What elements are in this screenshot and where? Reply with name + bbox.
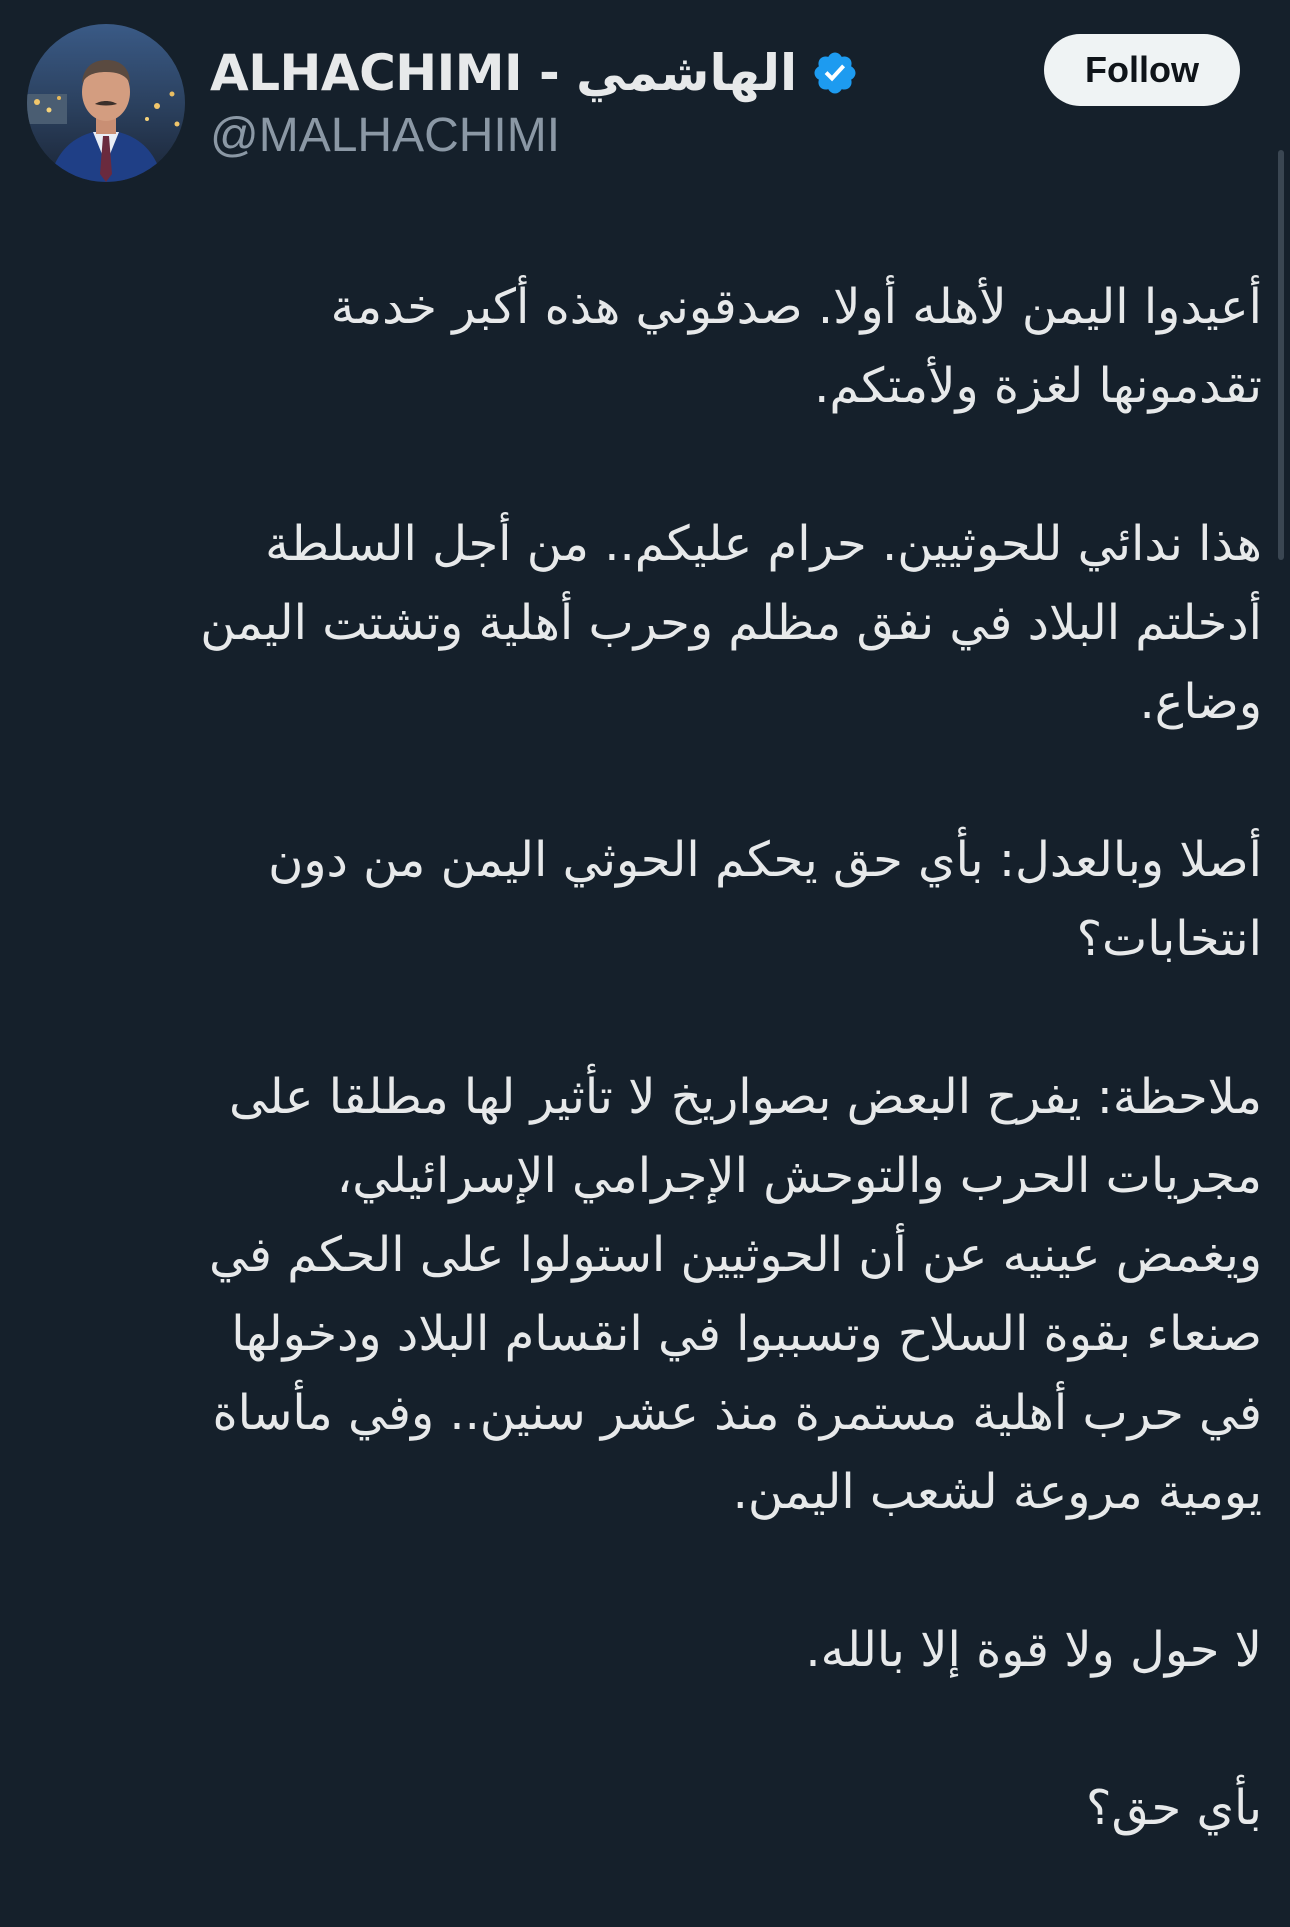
avatar-image: [27, 24, 185, 182]
tweet-paragraph: [30, 1611, 1262, 1690]
tweet-line: وضاع.: [1139, 674, 1262, 730]
tweet-line: في حرب أهلية مستمرة منذ عشر سنين.. وفي مأساة: [212, 1385, 1262, 1441]
tweet-header: [0, 0, 1290, 200]
name-row: [210, 38, 859, 108]
user-handle[interactable]: @MALHACHIMI: [210, 109, 561, 162]
tweet-line: صنعاء بقوة السلاح وتسببوا في انقسام البلاد ودخولها: [231, 1306, 1262, 1362]
tweet-line: هذا ندائي للحوثيين. حرام عليكم.. من أجل السلطة: [265, 516, 1262, 572]
scrollbar[interactable]: [1278, 150, 1284, 560]
tweet-line: ملاحظة: يفرح البعض بصواريخ لا تأثير لها مطلقا على: [228, 1069, 1262, 1125]
tweet-paragraph: [30, 268, 1262, 426]
tweet-line: انتخابات؟: [1076, 911, 1262, 967]
tweet-line: لا حول ولا قوة إلا بالله.: [805, 1622, 1262, 1678]
follow-button[interactable]: Follow: [1044, 34, 1240, 106]
tweet-text: [30, 268, 1262, 1927]
tweet-line: أعيدوا اليمن لأهله أولا. صدقوني هذه أكبر خدمة: [330, 279, 1262, 335]
tweet-line: بأي حق؟: [1086, 1780, 1262, 1836]
verified-badge-icon: [811, 49, 859, 97]
tweet-paragraph: [30, 505, 1262, 742]
tweet-line: أصلا وبالعدل: بأي حق يحكم الحوثي اليمن من دون: [268, 832, 1262, 888]
tweet-line: يومية مروعة لشعب اليمن.: [732, 1464, 1262, 1520]
tweet-line: ويغمض عينيه عن أن الحوثيين استولوا على الحكم في: [209, 1227, 1262, 1283]
tweet-paragraph: [30, 821, 1262, 979]
display-name[interactable]: ALHACHIMI - الهاشمي: [210, 44, 798, 102]
avatar[interactable]: [27, 24, 185, 182]
tweet-line: تقدمونها لغزة ولأمتكم.: [814, 358, 1262, 414]
tweet-line: مجريات الحرب والتوحش الإجرامي الإسرائيلي،: [336, 1148, 1262, 1204]
tweet-line: أدخلتم البلاد في نفق مظلم وحرب أهلية وتشتت اليمن: [200, 595, 1262, 651]
tweet-paragraph: [30, 1058, 1262, 1532]
tweet-paragraph: [30, 1769, 1262, 1848]
